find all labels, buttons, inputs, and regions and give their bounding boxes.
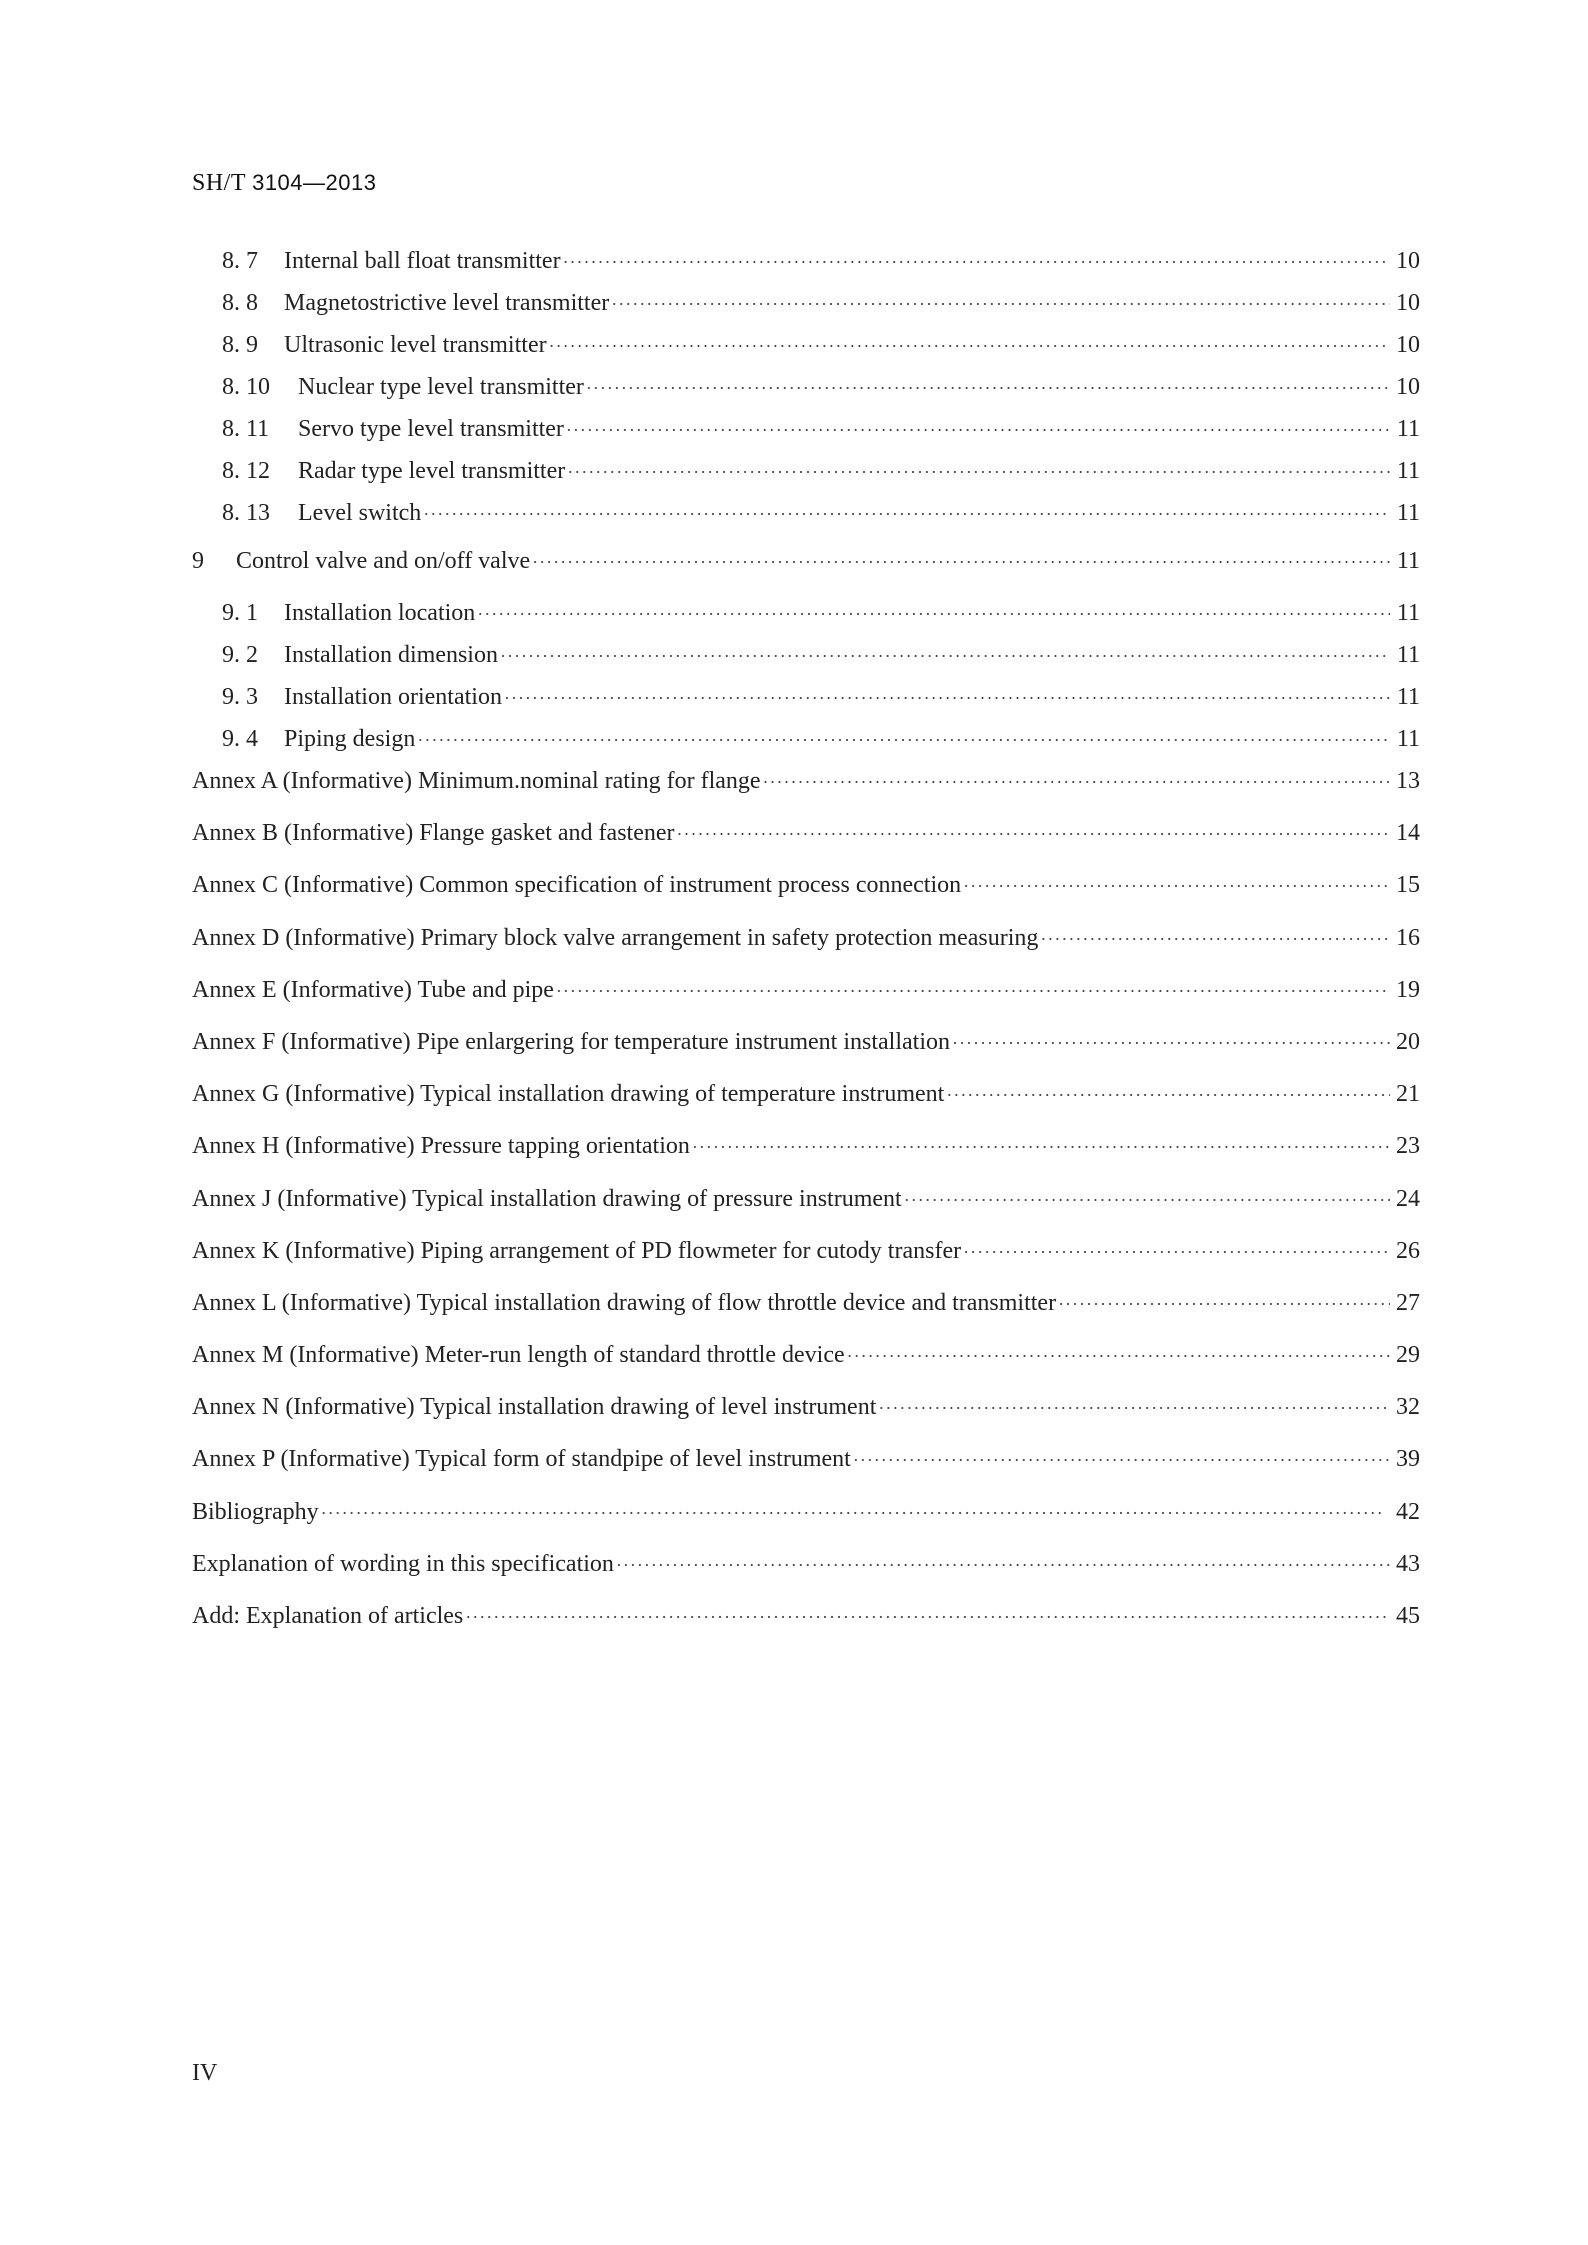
toc-entry-page: 29 (1396, 1342, 1420, 1369)
standard-prefix: SH/T (192, 170, 246, 196)
toc-entry-number: 8. 7 (222, 248, 258, 274)
dot-leader (963, 1242, 1390, 1263)
toc-entry-page: 11 (1396, 600, 1420, 626)
toc-entry-page: 27 (1396, 1289, 1420, 1316)
dot-leader (946, 1085, 1390, 1106)
toc-entry-annex-d[interactable] (192, 925, 1420, 977)
standard-number: 3104—2013 (252, 170, 377, 195)
dot-leader (477, 604, 1390, 625)
toc-entry-title: Servo type level transmitter (298, 416, 564, 442)
toc-entry-page: 11 (1396, 726, 1420, 752)
dot-leader (847, 1346, 1390, 1367)
toc-entry-page: 11 (1396, 500, 1420, 526)
toc-entry-page: 10 (1396, 248, 1420, 274)
dot-leader (504, 688, 1390, 709)
toc-entry-title: Control valve and on/off valve (236, 548, 531, 574)
toc-entry-annex-b[interactable] (192, 820, 1420, 872)
toc-entry-title: Installation orientation (284, 684, 502, 710)
toc-entry-title: Annex D (Informative) Primary block valve arrangement in safety protection measuring (192, 924, 1039, 951)
toc-entry-annex-p[interactable] (192, 1446, 1420, 1498)
toc-entry-explanation-of-articles[interactable] (192, 1603, 1420, 1655)
dot-leader (417, 730, 1390, 751)
toc-entry-page: 10 (1396, 374, 1420, 400)
dot-leader (586, 378, 1390, 399)
dot-leader (465, 1607, 1390, 1628)
toc-entry-annex-f[interactable] (192, 1029, 1420, 1081)
toc-entry-annex-h[interactable] (192, 1133, 1420, 1185)
toc-entry-title: Nuclear type level transmitter (298, 374, 584, 400)
toc-entry-9[interactable] (192, 542, 1420, 600)
toc-entry-annex-n[interactable] (192, 1394, 1420, 1446)
toc-entry-8-9[interactable] (192, 332, 1420, 374)
toc-entry-title: Radar type level transmitter (298, 458, 566, 484)
toc-entry-page: 43 (1396, 1550, 1420, 1577)
toc-entry-title: Annex K (Informative) Piping arrangement of PD flowmeter for cutody transfer (192, 1237, 962, 1264)
toc-entry-page: 10 (1396, 332, 1420, 358)
dot-leader (321, 1503, 1390, 1524)
toc-entry-9-3[interactable] (192, 684, 1420, 726)
toc-entry-bibliography[interactable] (192, 1499, 1420, 1551)
toc-entry-title: Annex H (Informative) Pressure tapping orientation (192, 1133, 690, 1160)
toc-entry-title: Annex E (Informative) Tube and pipe (192, 976, 554, 1003)
table-of-contents (192, 248, 1420, 1655)
dot-leader (763, 772, 1390, 793)
toc-entry-annex-e[interactable] (192, 977, 1420, 1029)
toc-entry-page: 21 (1396, 1081, 1420, 1108)
toc-entry-title: Piping design (284, 726, 416, 752)
toc-entry-annex-g[interactable] (192, 1081, 1420, 1133)
toc-entry-9-1[interactable] (192, 600, 1420, 642)
dot-leader (566, 420, 1390, 441)
toc-entry-page: 10 (1396, 290, 1420, 316)
dot-leader (677, 824, 1391, 845)
toc-entry-page: 14 (1396, 820, 1420, 847)
toc-entry-title: Annex A (Informative) Minimum.nominal rating for flange (192, 768, 761, 794)
toc-entry-page: 13 (1396, 768, 1420, 794)
toc-entry-8-12[interactable] (192, 458, 1420, 500)
toc-entry-title: Annex J (Informative) Typical installation drawing of pressure instrument (192, 1185, 902, 1212)
toc-entry-8-13[interactable] (192, 500, 1420, 542)
page-number: IV (192, 2060, 218, 2086)
toc-entry-annex-j[interactable] (192, 1186, 1420, 1238)
toc-entry-page: 26 (1396, 1237, 1420, 1264)
dot-leader (1058, 1294, 1390, 1315)
dot-leader (556, 981, 1390, 1002)
toc-entry-annex-a[interactable] (192, 768, 1420, 820)
toc-entry-number: 9. 3 (222, 684, 258, 710)
dot-leader (567, 462, 1390, 483)
toc-entry-title: Installation location (284, 600, 476, 626)
toc-entry-title: Annex F (Informative) Pipe enlargering for temperature instrument installation (192, 1028, 951, 1055)
dot-leader (692, 1137, 1390, 1158)
toc-entry-page: 45 (1396, 1603, 1420, 1629)
toc-entry-title: Explanation of wording in this specification (192, 1550, 614, 1577)
toc-entry-9-2[interactable] (192, 642, 1420, 684)
toc-entry-page: 32 (1396, 1394, 1420, 1421)
toc-entry-number: 8. 12 (222, 458, 270, 484)
toc-entry-page: 24 (1396, 1185, 1420, 1212)
toc-entry-number: 8. 11 (222, 416, 270, 442)
toc-entry-page: 11 (1396, 548, 1420, 574)
toc-entry-page: 11 (1396, 642, 1420, 668)
toc-entry-title: Installation dimension (284, 642, 498, 668)
toc-entry-title: Bibliography (192, 1498, 319, 1525)
toc-entry-title: Annex L (Informative) Typical installation drawing of flow throttle device and transmitter (192, 1289, 1057, 1316)
toc-entry-page: 19 (1396, 976, 1420, 1003)
dot-leader (549, 336, 1390, 357)
toc-entry-title: Internal ball float transmitter (284, 248, 561, 274)
toc-entry-page: 11 (1396, 684, 1420, 710)
toc-entry-8-10[interactable] (192, 374, 1420, 416)
toc-entry-number: 9 (192, 548, 204, 574)
toc-entry-title: Annex P (Informative) Typical form of standpipe of level instrument (192, 1446, 851, 1473)
toc-entry-page: 15 (1396, 872, 1420, 899)
dot-leader (611, 294, 1390, 315)
toc-entry-title: Annex C (Informative) Common specification of instrument process connection (192, 872, 962, 899)
dot-leader (963, 876, 1390, 897)
toc-entry-8-11[interactable] (192, 416, 1420, 458)
toc-entry-page: 11 (1396, 416, 1420, 442)
dot-leader (952, 1033, 1390, 1054)
toc-entry-annex-m[interactable] (192, 1342, 1420, 1394)
dot-leader (1040, 929, 1390, 950)
toc-entry-title: Annex B (Informative) Flange gasket and fastener (192, 820, 675, 847)
toc-entry-annex-l[interactable] (192, 1290, 1420, 1342)
dot-leader (853, 1450, 1390, 1471)
dot-leader (904, 1190, 1390, 1211)
toc-entry-number: 9. 1 (222, 600, 258, 626)
toc-entry-title: Annex G (Informative) Typical installation drawing of temperature instrument (192, 1081, 945, 1108)
toc-entry-annex-c[interactable] (192, 872, 1420, 924)
toc-entry-title: Ultrasonic level transmitter (284, 332, 547, 358)
toc-entry-page: 23 (1396, 1133, 1420, 1160)
toc-entry-title: Magnetostrictive level transmitter (284, 290, 610, 316)
toc-entry-page: 42 (1396, 1498, 1420, 1525)
toc-entry-number: 8. 8 (222, 290, 258, 316)
toc-entry-number: 8. 10 (222, 374, 270, 400)
toc-entry-number: 8. 13 (222, 500, 270, 526)
toc-entry-title: Add: Explanation of articles (192, 1603, 464, 1629)
toc-entry-explanation-of-wording[interactable] (192, 1551, 1420, 1603)
toc-entry-page: 39 (1396, 1446, 1420, 1473)
toc-entry-title: Annex M (Informative) Meter-run length of standard throttle device (192, 1342, 845, 1369)
toc-entry-annex-k[interactable] (192, 1238, 1420, 1290)
dot-leader (616, 1555, 1390, 1576)
dot-leader (423, 504, 1390, 525)
toc-entry-title: Level switch (298, 500, 422, 526)
toc-entry-8-7[interactable] (192, 248, 1420, 290)
toc-entry-number: 8. 9 (222, 332, 258, 358)
toc-entry-title: Annex N (Informative) Typical installation drawing of level instrument (192, 1394, 877, 1421)
toc-entry-8-8[interactable] (192, 290, 1420, 332)
document-header (192, 170, 376, 197)
toc-entry-number: 9. 4 (222, 726, 258, 752)
toc-entry-9-4[interactable] (192, 726, 1420, 768)
toc-entry-number: 9. 2 (222, 642, 258, 668)
dot-leader (563, 252, 1390, 273)
toc-entry-page: 11 (1396, 458, 1420, 484)
dot-leader (532, 552, 1390, 573)
dot-leader (878, 1398, 1390, 1419)
toc-entry-page: 20 (1396, 1028, 1420, 1055)
toc-entry-page: 16 (1396, 924, 1420, 951)
dot-leader (500, 646, 1390, 667)
